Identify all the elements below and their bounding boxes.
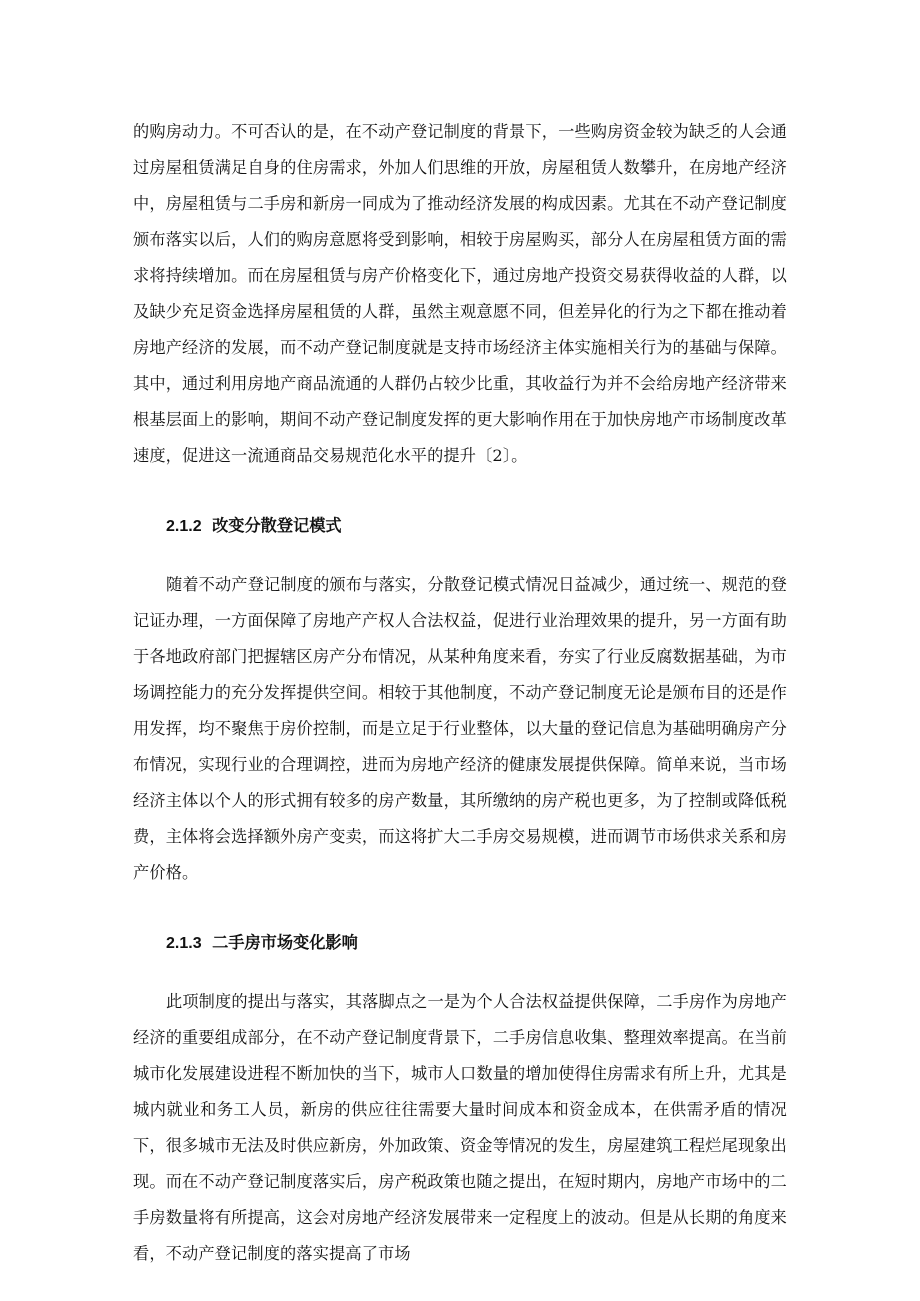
spacer <box>133 474 787 508</box>
paragraph-continued: 的购房动力。不可否认的是，在不动产登记制度的背景下，一些购房资金较为缺乏的人会通过房屋租赁满足自身的住房需求，外加人们思维的开放，房屋租赁人数攀升，在房地产经济中，房屋租赁与二手房和新房一同成为了推动经济发展的构成因素。尤其在不动产登记制度颁布落实以后，人们的购房意愿将受到影响，相较于房屋购买，部分人在房屋租赁方面的需求将持续增加。而在房屋租赁与房产价格变化下，通过房地产投资交易获得收益的人群，以及缺少充足资金选择房屋租赁的人群，虽然主观意愿不同，但差异化的行为之下都在推动着房地产经济的发展，而不动产登记制度就是支持市场经济主体实施相关行为的基础与保障。其中，通过利用房地产商品流通的人群仍占较少比重，其收益行为并不会给房地产经济带来根基层面上的影响，期间不动产登记制度发挥的更大影响作用在于加快房地产市场制度改革速度，促进这一流通商品交易规范化水平的提升〔2〕。 <box>133 122 787 465</box>
section-heading-2-1-2 <box>133 508 787 545</box>
spacer <box>133 962 787 984</box>
section-title: 二手房市场变化影响 <box>212 933 358 952</box>
spacer <box>133 891 787 925</box>
section-number: 2.1.2 <box>166 518 202 535</box>
section-title: 改变分散登记模式 <box>212 516 342 535</box>
document-page <box>133 114 787 1272</box>
paragraph-second-hand-market: 此项制度的提出与落实，其落脚点之一是为个人合法权益提供保障，二手房作为房地产经济的重要组成部分，在不动产登记制度背景下，二手房信息收集、整理效率提高。在当前城市化发展建设进程不断加快的当下，城市人口数量的增加使得住房需求有所上升，尤其是城内就业和务工人员，新房的供应往往需要大量时间成本和资金成本，在供需矛盾的情况下，很多城市无法及时供应新房，外加政策、资金等情况的发生，房屋建筑工程烂尾现象出现。而在不动产登记制度落实后，房产税政策也随之提出，在短时期内，房地产市场中的二手房数量将有所提高，这会对房地产经济发展带来一定程度上的波动。但是从长期的角度来看，不动产登记制度的落实提高了市场 <box>133 992 787 1263</box>
paragraph-dispersed-registration: 随着不动产登记制度的颁布与落实，分散登记模式情况日益减少，通过统一、规范的登记证办理，一方面保障了房地产产权人合法权益，促进行业治理效果的提升，另一方面有助于各地政府部门把握辖区房产分布情况，从某种角度来看，夯实了行业反腐数据基础，为市场调控能力的充分发挥提供空间。相较于其他制度，不动产登记制度无论是颁布目的还是作用发挥，均不聚焦于房价控制，而是立足于行业整体，以大量的登记信息为基础明确房产分布情况，实现行业的合理调控，进而为房地产经济的健康发展提供保障。简单来说，当市场经济主体以个人的形式拥有较多的房产数量，其所缴纳的房产税也更多，为了控制或降低税费，主体将会选择额外房产变卖，而这将扩大二手房交易规模，进而调节市场供求关系和房产价格。 <box>133 575 787 882</box>
section-heading-2-1-3 <box>133 925 787 962</box>
section-number: 2.1.3 <box>166 935 202 952</box>
spacer <box>133 545 787 567</box>
